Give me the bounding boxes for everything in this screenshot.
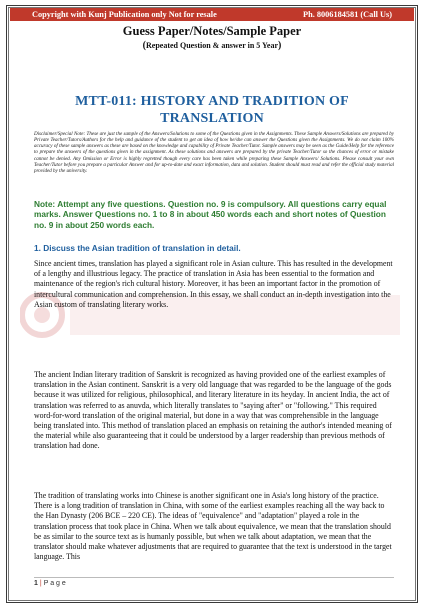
answer-paragraph-2: The ancient Indian literary tradition of Sanskrit is recognized as having provided one of the earliest examples of translation in the Asian continent. Sanskrit is a very old language that was regarded to be the language of the gods because it was utilized for religious, philosophical, and literary literature in its heyday. In ancient India, the act of translation was referred to as anuvda, which literally translates to "saying after" or "following." This required word-for-word translation of the original material, but done in a way that was comprehensible in the language being translated into. This method of translation placed an emphasis on retaining the author's intended meaning of the material while also guaranteeing that it could be understood by a larger readership than previous methods of translation had done.: [34, 370, 392, 451]
copyright-text: Copyright with Kunj Publication only Not for resale: [32, 10, 217, 19]
footer-separator: |: [39, 580, 42, 587]
subtitle-text: Repeated Question & answer in 5 Year: [146, 41, 278, 50]
subtitle-close-paren: ): [278, 40, 282, 51]
page-footer: [34, 580, 66, 587]
course-title: MTT-011: HISTORY AND TRADITION OF TRANSLATION: [75, 94, 349, 126]
question-heading: 1. Discuss the Asian tradition of translation in detail.: [34, 243, 241, 253]
document-subtitle: [0, 40, 424, 51]
answer-paragraph-1: Since ancient times, translation has played a significant role in Asian culture. This has resulted in the development of a lengthy and illustrious legacy. The practice of translation in Asia has been essential to the formation and maintenance of the region's rich cultural history. Moreover, it has been an important factor in the promotion of intercultural communication and comprehension. In this essay, we shall conduct an in-depth investigation into the Asian custom of translating literary works.: [34, 259, 393, 309]
answer-paragraph-3: The tradition of translating works into Chinese is another significant one in Asia's long history of the practice. There is a long tradition of translation in China, with some of the earliest examples reaching all the way back to the Han Dynasty (206 BCE – 220 CE). The ideas of "equivalence" and "adaptation" played a role in the translation process that took place in China. When we talk about equivalence, we mean that the translation should be as similar to the source text as is humanly possible, but when we talk about adaptation, we mean that the translator should make whatever adjustments that are required to guarantee that the text is understood in the target language. This: [34, 491, 392, 562]
page-label: P a g e: [43, 580, 66, 587]
page-number: 1: [34, 580, 38, 587]
footer-divider: [34, 577, 394, 578]
disclaimer-text: Disclaimer/Special Note: These are just the sample of the Answers/Solutions to some of the Questions given in the Assignments. These Sample Answers/Solutions are prepared by Private Teacher/Tutors/Authors for the help and guidance of the student to get an idea of how he/she can answer the Questions given the Assignments. We do not claim 100% accuracy of these sample answers as these are based on the knowledge and capability of Private Teacher/Tutor. Sample answers may be seen as the Guide/Help for the reference to prepare the answers of the questions given in the assignment. As these solutions and answers are prepared by the private Teacher/Tutor so the chances of error or mistake cannot be denied. Any Omission or Error is highly regretted though every care has been taken while preparing these Sample Answers/ Solutions. Please consult your own Teacher/Tutor before you prepare a particular Answer and for up-to-date and exact information, data and solution. Student should must read and refer the official study material provided by the university.: [34, 131, 394, 174]
copyright-banner: [10, 8, 414, 21]
instructions-note: Note: Attempt any five questions. Question no. 9 is compulsory. All questions carry equal marks. Answer Questions no. 1 to 8 in about 450 words each and short notes of Question no. 9 in about 250 words each.: [34, 199, 387, 230]
document-title: Guess Paper/Notes/Sample Paper: [122, 24, 302, 38]
phone-text: Ph. 8006184581 (Call Us): [303, 10, 392, 19]
subtitle-open-paren: (: [142, 40, 146, 51]
